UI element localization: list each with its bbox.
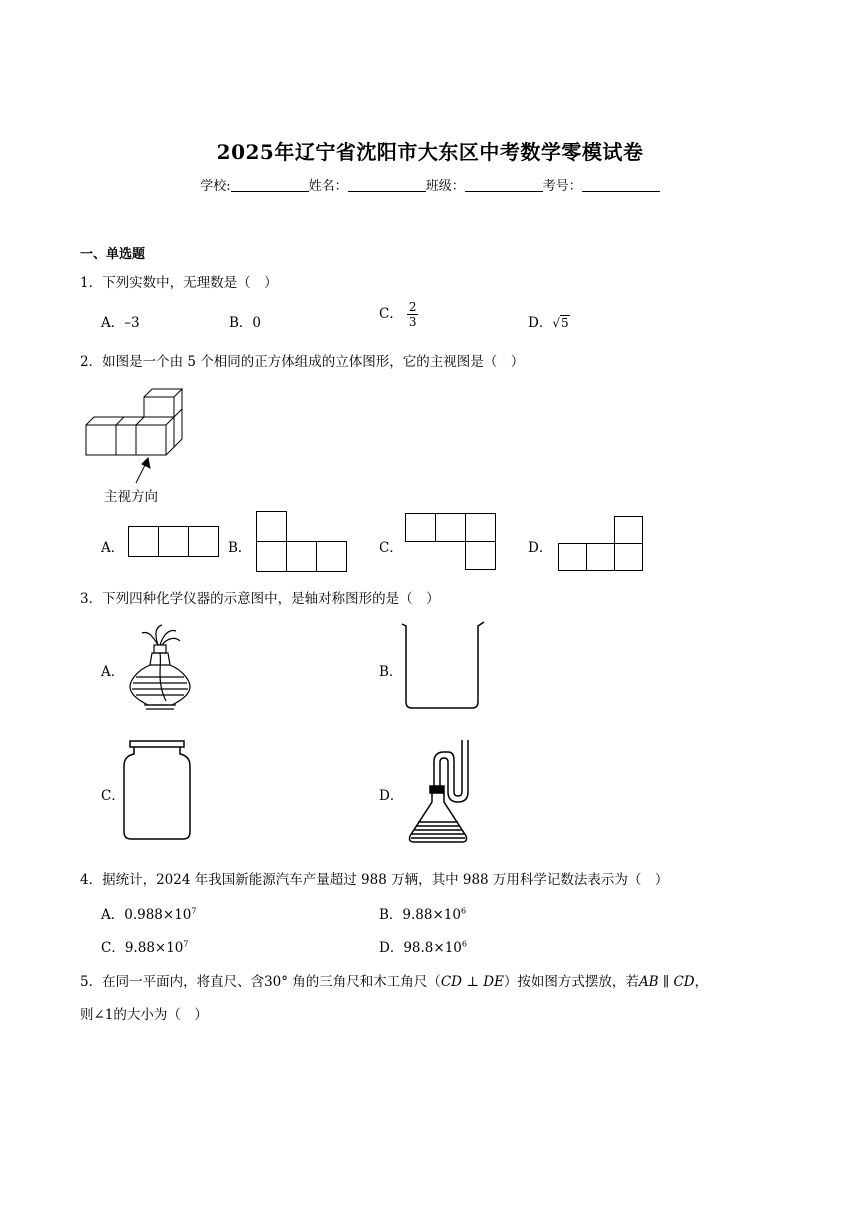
q4-option-a	[101, 903, 196, 923]
q2-option-c-label: C．	[379, 540, 403, 556]
q5-perp-symbol: ⊥	[461, 974, 484, 990]
q2-option-a-figure	[128, 526, 220, 558]
q5-text: 5．在同一平面内，将直尺、含30° 角的三角尺和木工角尺（	[80, 974, 441, 990]
q5-segment-cd: CD	[673, 974, 695, 990]
school-blank	[231, 178, 309, 192]
question-4-stem: 4．据统计，2024 年我国新能源汽车产量超过 988 万辆，其中 988 万用科学记数法表示为（ ）	[80, 872, 669, 888]
question-3-stem: 3．下列四种化学仪器的示意图中，是轴对称图形的是（ ）	[80, 591, 440, 607]
q4-option-c	[101, 936, 189, 956]
q3-option-a-label: A．	[101, 664, 125, 680]
name-blank	[348, 178, 426, 192]
fraction	[407, 300, 419, 329]
page-title: 2025年辽宁省沈阳市大东区中考数学零模试卷	[216, 140, 644, 164]
student-info-line	[0, 175, 860, 194]
exam-no-blank	[582, 178, 660, 192]
q1-option-b: B．0	[229, 315, 262, 331]
q5-segment-ab: AB	[638, 974, 659, 990]
q4-option-d-exponent: 6	[461, 939, 467, 949]
q1-option-d	[528, 311, 570, 331]
q2-option-d-figure	[558, 516, 644, 574]
flask-with-tube-icon	[406, 736, 478, 846]
view-direction-caption: 主视方向	[104, 489, 158, 505]
radicand: 5	[560, 316, 569, 330]
q5-segment-de: DE	[483, 974, 504, 990]
q4-option-c-base: 9.88×10	[124, 940, 184, 956]
q4-option-b-label: B．	[379, 907, 403, 923]
q4-option-c-label: C．	[101, 940, 125, 956]
q4-option-c-exponent: 7	[183, 939, 189, 949]
question-5-line-2: 则∠1的大小为（ ）	[80, 1007, 208, 1023]
alcohol-lamp-icon	[126, 625, 196, 713]
q5-segment-cd: CD	[440, 974, 462, 990]
q4-option-d	[379, 936, 467, 956]
reagent-bottle-icon	[122, 740, 194, 842]
question-2-stem: 2．如图是一个由 5 个相同的正方体组成的立体图形，它的主视图是（ ）	[80, 354, 525, 370]
q3-option-b-label: B．	[379, 664, 403, 680]
beaker-icon	[400, 620, 486, 712]
q2-option-a-label: A．	[101, 540, 125, 556]
section-title: 一、单选题	[80, 247, 146, 262]
q2-option-d-label: D．	[528, 540, 553, 556]
cube-figure	[80, 385, 190, 485]
q2-option-b-figure	[256, 511, 349, 573]
q2-option-b-label: B．	[228, 540, 252, 556]
name-label: 姓名：	[308, 179, 348, 194]
q4-option-b-exponent: 6	[460, 906, 467, 916]
exam-no-label: 考号：	[542, 179, 582, 194]
square-root: √5	[552, 316, 569, 330]
q1-option-c-label: C．	[379, 306, 403, 322]
q3-option-c-label: C．	[101, 788, 125, 804]
q1-option-c	[379, 300, 418, 329]
class-blank	[465, 178, 543, 192]
fraction-numerator: 2	[408, 300, 417, 314]
fraction-denominator: 3	[408, 315, 417, 329]
q4-option-a-exponent: 7	[191, 906, 197, 916]
q5-text: ，	[694, 974, 709, 990]
q5-parallel-symbol: ∥	[658, 974, 674, 990]
q1-option-a: A．–3	[101, 315, 140, 331]
q4-option-b	[379, 903, 466, 923]
q4-option-d-label: D．	[379, 940, 404, 956]
q3-option-d-label: D．	[379, 788, 404, 804]
q4-option-a-label: A．	[101, 907, 125, 923]
question-5-stem	[80, 970, 780, 990]
q2-option-c-figure	[405, 513, 498, 575]
class-label: 班级：	[425, 179, 465, 194]
q4-option-b-base: 9.88×10	[402, 907, 461, 923]
question-1-stem: 1．下列实数中，无理数是（ ）	[80, 275, 278, 291]
q4-option-a-base: 0.988×10	[124, 907, 192, 923]
q5-text: ）按如图方式摆放，若	[503, 974, 639, 990]
q4-option-d-base: 98.8×10	[403, 940, 462, 956]
q1-option-d-label: D．	[528, 315, 553, 331]
school-label: 学校:	[200, 179, 231, 194]
